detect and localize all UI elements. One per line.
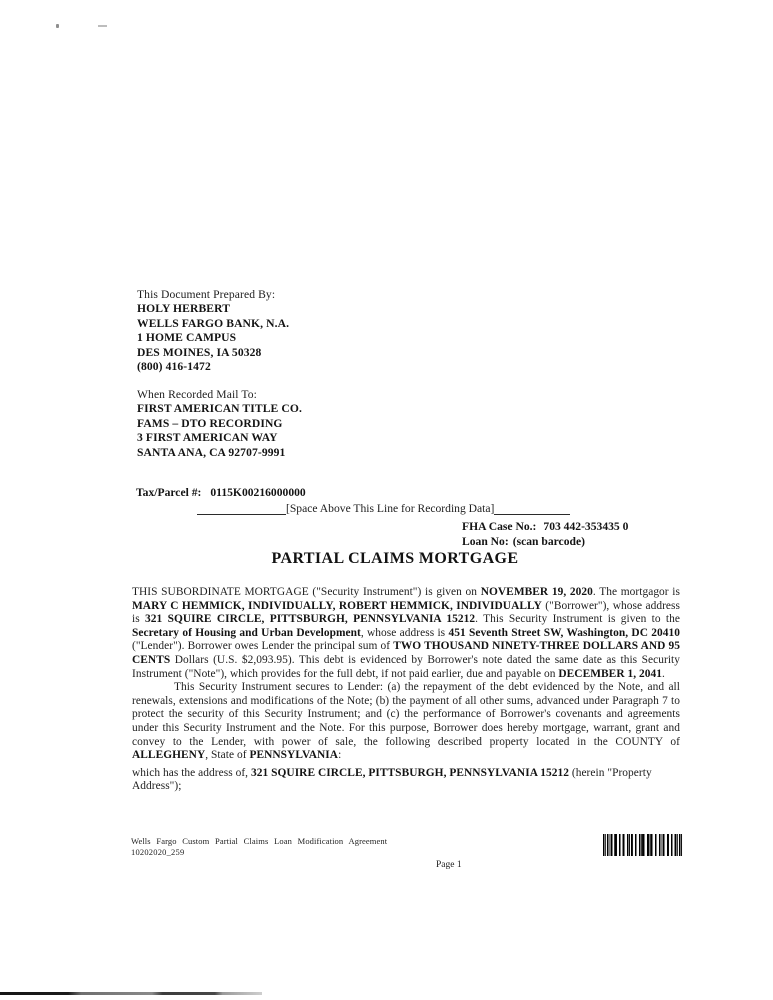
- document-body: [132, 586, 680, 794]
- footer-document-id: 10202020_259: [131, 847, 185, 857]
- emphasized-text: MARY C HEMMICK, INDIVIDUALLY, ROBERT HEMMICK, INDIVIDUALLY: [132, 599, 542, 612]
- mail-to-lines: [137, 402, 302, 460]
- body-text: , whose address is: [360, 626, 449, 639]
- address-line: SANTA ANA, CA 92707-9991: [137, 445, 286, 459]
- body-text: ("Lender"). Borrower owes Lender the principal sum of: [132, 640, 394, 653]
- body-text: .: [662, 667, 665, 680]
- body-paragraph-2: [132, 681, 680, 763]
- page-number: Page 1: [436, 860, 462, 870]
- address-line: DES MOINES, IA 50328: [137, 345, 262, 359]
- prepared-by-block: [137, 288, 289, 374]
- recording-data-line: [197, 502, 570, 515]
- emphasized-text: DECEMBER 1, 2041: [558, 667, 663, 680]
- emphasized-text: 321 SQUIRE CIRCLE, PITTSBURGH, PENNSYLVANIA 15212: [145, 613, 476, 626]
- loan-no-line: [462, 535, 585, 548]
- barcode-icon: [603, 834, 683, 856]
- address-line: HOLY HERBERT: [137, 302, 231, 316]
- fha-case-value: 703 442-353435 0: [543, 520, 629, 533]
- emphasized-text: 451 Seventh Street SW, Washington, DC 20410: [448, 626, 680, 639]
- prepared-by-lines: [137, 302, 289, 374]
- blank-underline: [197, 502, 286, 515]
- emphasized-text: PENNSYLVANIA: [249, 749, 339, 762]
- body-paragraph-3: [132, 767, 680, 794]
- tax-parcel-label: Tax/Parcel #:: [136, 486, 202, 499]
- mail-to-block: [137, 388, 302, 460]
- address-line: WELLS FARGO BANK, N.A.: [137, 316, 290, 330]
- body-text: :: [338, 749, 342, 762]
- body-text: . The mortgagor is: [592, 586, 681, 598]
- emphasized-text: ALLEGHENY: [132, 749, 206, 762]
- blank-underline: [494, 502, 570, 515]
- prepared-by-label: This Document Prepared By:: [137, 288, 276, 301]
- tax-parcel-value: 0115K00216000000: [210, 486, 306, 499]
- address-line: FIRST AMERICAN TITLE CO.: [137, 402, 302, 416]
- body-text: , State of: [205, 749, 250, 762]
- emphasized-text: 321 SQUIRE CIRCLE, PITTSBURGH, PENNSYLVANIA 15212: [250, 766, 569, 779]
- mail-to-label: When Recorded Mail To:: [137, 388, 257, 401]
- emphasized-text: Secretary of Housing and Urban Development: [132, 626, 361, 639]
- body-text: ("Borrower"), whose address is: [132, 599, 681, 626]
- scan-speck: [98, 25, 107, 27]
- body-text: . This Security Instrument is given to the: [475, 613, 680, 626]
- body-paragraph-1: [132, 586, 680, 681]
- tax-parcel-line: [136, 486, 306, 499]
- body-text: THIS SUBORDINATE MORTGAGE ("Security Instrument") is given on: [132, 586, 481, 598]
- loan-no-label: Loan No:: [462, 535, 509, 548]
- body-text: This Security Instrument secures to Lender: (a) the repayment of the debt evidenced by the Note, and all renewals, extensions and modifications of the Note; (b) the payment of all other sums, advanced under Paragraph 7 to protect the security of this Security Instrument; and (c) the performance of Borrower's covenants and agreements under this Security Instrument and the Note. For this purpose, Borrower does hereby mortgage, warrant, grant and convey to the Lender, with power of sale, the following described property located in the COUNTY of: [132, 681, 680, 748]
- address-line: FAMS – DTO RECORDING: [137, 416, 283, 430]
- footer-document-name: Wells Fargo Custom Partial Claims Loan Modification Agreement: [131, 836, 388, 846]
- body-text: (herein "Property Address");: [132, 766, 652, 793]
- address-line: 3 FIRST AMERICAN WAY: [137, 431, 278, 445]
- address-line: 1 HOME CAMPUS: [137, 331, 237, 345]
- address-line: (800) 416-1472: [137, 360, 211, 374]
- scan-edge-artifact: [0, 992, 262, 995]
- fha-case-line: [462, 520, 628, 533]
- scan-speck: [56, 24, 59, 28]
- recording-data-notice: [Space Above This Line for Recording Data]: [286, 502, 495, 515]
- fha-case-label: FHA Case No.:: [462, 520, 537, 533]
- loan-no-value: (scan barcode): [512, 535, 585, 548]
- emphasized-text: NOVEMBER 19, 2020: [480, 586, 593, 598]
- emphasized-text: TWO THOUSAND NINETY-THREE DOLLARS AND 95 CENTS: [132, 640, 681, 666]
- document-title: PARTIAL CLAIMS MORTGAGE: [271, 550, 519, 567]
- body-text: Dollars (U.S. $2,093.95). This debt is evidenced by Borrower's note dated the same date as this Security Instrument ("Note"), which provides for the full debt, if not paid earlier, due and payable on: [132, 653, 680, 680]
- body-text: which has the address of,: [132, 766, 251, 779]
